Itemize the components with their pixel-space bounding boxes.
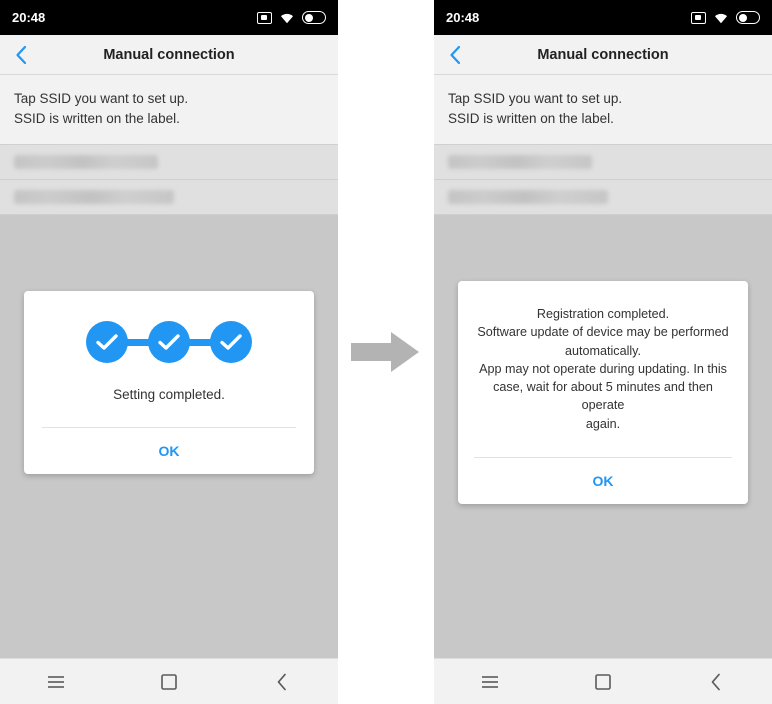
back-button[interactable] [0, 35, 42, 75]
registration-completed-dialog [458, 281, 748, 504]
ssid-label-blurred [14, 155, 158, 169]
system-nav-bar [434, 658, 772, 704]
status-bar-time: 20:48 [446, 10, 480, 25]
hamburger-menu-icon[interactable] [462, 659, 518, 704]
check-circle-icon [210, 321, 252, 363]
ssid-list-item[interactable] [0, 180, 338, 215]
check-circle-icon [148, 321, 190, 363]
instruction-line-2: SSID is written on the label. [448, 110, 614, 126]
hamburger-menu-icon[interactable] [28, 659, 84, 704]
square-home-icon[interactable] [575, 659, 631, 704]
chevron-back-icon[interactable] [254, 659, 310, 704]
dialog-ok-button[interactable]: OK [158, 443, 180, 460]
instruction-line-1: Tap SSID you want to set up. [14, 91, 189, 106]
ssid-list-item[interactable] [434, 145, 772, 180]
right-arrow-icon [351, 330, 421, 374]
phone-screen-left [0, 0, 338, 704]
instruction-line-1: Tap SSID you want to set up. [448, 91, 623, 106]
progress-checkmarks [42, 321, 296, 363]
dialog-message-line-2: Software update of device may be performed [477, 325, 729, 340]
dialog-ok-button[interactable]: OK [592, 472, 614, 489]
dialog-message: Setting completed. [113, 387, 225, 402]
dialog-message-line-5: case, wait for about 5 minutes and then operate [493, 380, 713, 413]
photo-icon [257, 12, 272, 24]
dialog-message-line-3: automatically. [564, 343, 642, 358]
status-bar [434, 0, 772, 35]
battery-icon [302, 11, 326, 24]
status-bar [0, 0, 338, 35]
screen-content [434, 75, 772, 658]
dialog-message-line-4: App may not operate during updating. In this [479, 361, 727, 376]
status-bar-time: 20:48 [12, 10, 46, 25]
battery-icon [736, 11, 760, 24]
ssid-label-blurred [448, 190, 608, 204]
dialog-message [474, 305, 732, 433]
wifi-icon [279, 12, 295, 24]
status-bar-icons [257, 11, 326, 24]
check-circle-icon [86, 321, 128, 363]
status-bar-icons [691, 11, 760, 24]
dialog-message-line-6: again. [585, 416, 621, 431]
chevron-back-icon[interactable] [688, 659, 744, 704]
app-bar [434, 35, 772, 75]
system-nav-bar [0, 658, 338, 704]
page-title: Manual connection [103, 46, 235, 63]
ssid-label-blurred [14, 190, 174, 204]
photo-icon [691, 12, 706, 24]
back-button[interactable] [434, 35, 476, 75]
setting-completed-dialog [24, 291, 314, 474]
ssid-list-item[interactable] [0, 145, 338, 180]
ssid-list-item[interactable] [434, 180, 772, 215]
phone-screen-right [434, 0, 772, 704]
dialog-message-line-1: Registration completed. [536, 307, 670, 321]
instructions-panel [0, 75, 338, 145]
app-bar [0, 35, 338, 75]
transition-gap [338, 0, 434, 704]
screen-content [0, 75, 338, 658]
page-title: Manual connection [537, 46, 669, 63]
square-home-icon[interactable] [141, 659, 197, 704]
wifi-icon [713, 12, 729, 24]
ssid-label-blurred [448, 155, 592, 169]
instructions-panel [434, 75, 772, 145]
instruction-line-2: SSID is written on the label. [14, 110, 180, 126]
